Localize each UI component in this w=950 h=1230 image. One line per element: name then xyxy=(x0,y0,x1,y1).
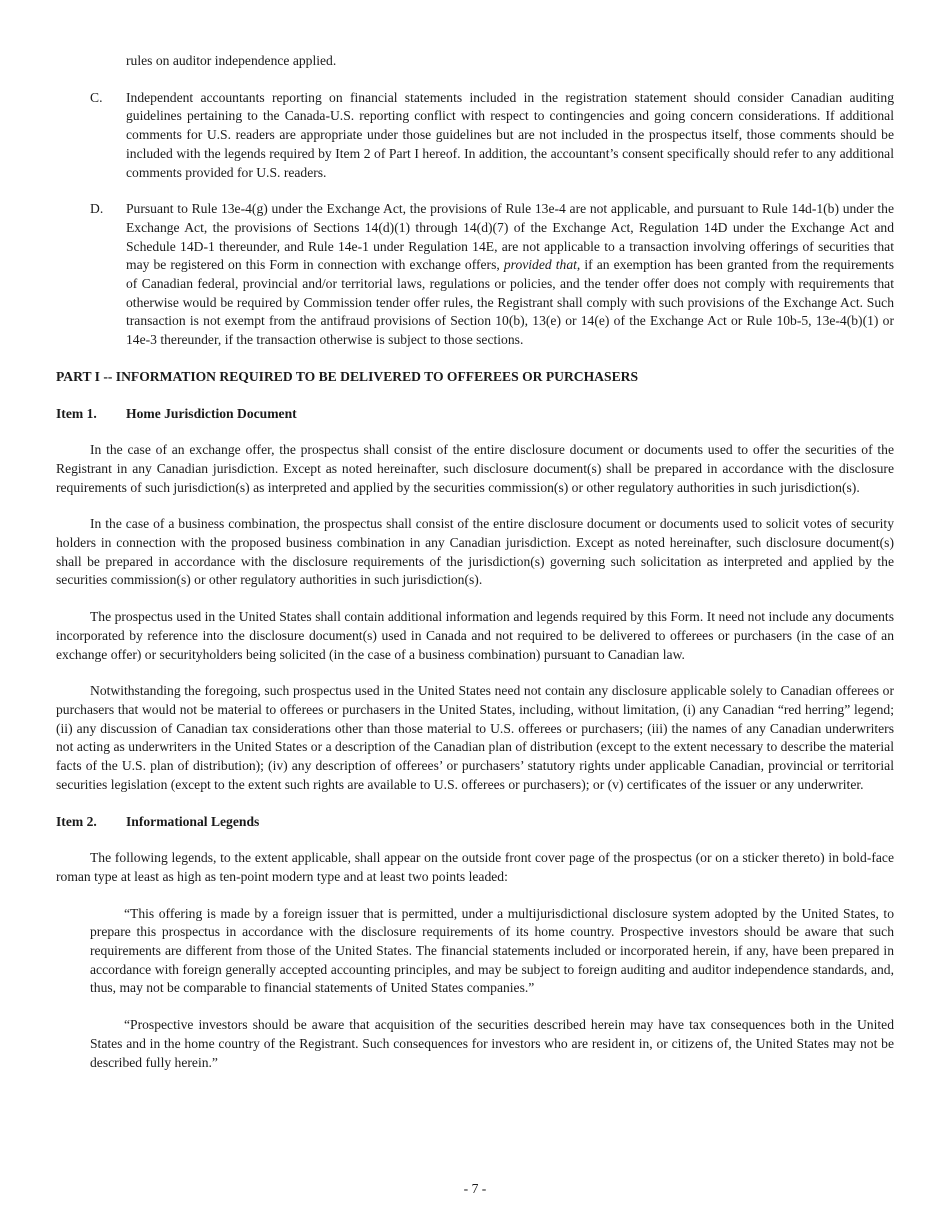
instruction-d-text-before: Pursuant to Rule 13e-4(g) under the Exchange Act, the provisions of Rule 13e-4 are not applicable, and pursuant to Rule 14d-1(b) under the Exchange Act, the provisions of Sections 14(d)(1) through 14(d)(7) of the Exchange Act, Regulation 14D under the Exchange Act and Schedule 14D-1 thereunder, and Rule 14e-1 under Regulation 14E, are not applicable to a transaction involving offerings of securities that may be registered on this Form in connection with exchange offers, xyxy=(126,201,894,273)
item1-paragraph-3: The prospectus used in the United States shall contain additional information and legends required by this Form. It need not include any documents incorporated by reference into the disclosure document(s) used in Canada and not required to be delivered to offerees or purchasers (in the case of an exchange offer) or securityholders being solicited (in the case of a business combination) pursuant to Canadian law. xyxy=(56,609,894,662)
intro-continuation: rules on auditor independence applied. xyxy=(126,53,337,68)
item2-heading xyxy=(56,813,894,832)
instruction-d-provided-that: provided that xyxy=(503,257,577,273)
item2-number: Item 2. xyxy=(56,813,97,829)
item1-number: Item 1. xyxy=(56,405,97,421)
instruction-d-text-after: , if an exemption has been granted from the requirements of Canadian federal, provincial and/or territorial laws, regulations or policies, and the tender offer does not comply with requirements that otherwise would be required by Commission tender offer rules, the Registrant shall comply with such provisions of the Exchange Act. Such transaction is not exempt from the antifraud provisions of Section 10(b), 13(e) or 14(e) of the Exchange Act or Rule 10b-5, 13e-4(b)(1) or 14e-3 thereunder, if the transaction otherwise is subject to those sections. xyxy=(126,257,894,348)
instruction-c-label: C. xyxy=(90,89,103,105)
item1-paragraph-1: In the case of an exchange offer, the prospectus shall consist of the entire disclosure document or documents used to offer the securities of the Registrant in any Canadian jurisdiction. Except as noted hereinafter, such disclosure document(s) shall be prepared in accordance with the disclosure requirements of such jurisdiction(s) as interpreted and applied by the securities commission(s) or other regulatory authorities in such jurisdiction(s). xyxy=(56,442,894,495)
instruction-c-text: Independent accountants reporting on financial statements included in the registration statement should consider Canadian auditing guidelines pertaining to the Canada-U.S. reporting conflict with respect to contingencies and going concern considerations. If additional comments for U.S. readers are appropriate under those guidelines but are not included in the prospectus itself, those comments should be included with the legends required by Item 2 of Part I hereof. In addition, the accountant’s consent specifically should refer to any additional comments provided for U.S. readers. xyxy=(126,89,894,180)
item1-title: Home Jurisdiction Document xyxy=(126,405,297,421)
page-number: - 7 - xyxy=(463,1181,487,1196)
item1-heading xyxy=(56,405,894,424)
legend-1: “This offering is made by a foreign issuer that is permitted, under a multijurisdictional disclosure system adopted by the United States, to prepare this prospectus in accordance with the disclosure requirements of its home country. Prospective investors should be aware that such requirements are different from those of the United States. The financial statements included or incorporated herein, if any, have been prepared in accordance with foreign generally accepted accounting principles, and may be subject to foreign auditing and auditor independence standards, and, thus, may not be comparable to financial statements of United States companies.” xyxy=(90,905,894,996)
item2-intro: The following legends, to the extent applicable, shall appear on the outside front cover page of the prospectus (or on a sticker thereto) in bold-face roman type at least as high as ten-point modern type and at least two points leaded: xyxy=(56,850,894,884)
item1-paragraph-2: In the case of a business combination, the prospectus shall consist of the entire disclosure document or documents used to solicit votes of security holders in connection with the proposed business combination in any Canadian jurisdiction. Except as noted hereinafter, such disclosure document(s) shall be prepared in accordance with the disclosure requirements of the jurisdiction(s) governing such solicitation as interpreted and applied by the securities commission(s) or other regulatory authorities in such jurisdiction(s). xyxy=(56,516,894,588)
item2-title: Informational Legends xyxy=(126,813,260,829)
instruction-d-text xyxy=(126,200,894,350)
item1-paragraph-4: Notwithstanding the foregoing, such prospectus used in the United States need not contain any disclosure applicable solely to Canadian offerees or purchasers that would not be material to offerees or purchasers in the United States, including, without limitation, (i) any Canadian “red herring” legend; (ii) any discussion of Canadian tax considerations other than those material to U.S. offerees or purchasers; (iii) the names of any Canadian underwriters not acting as underwriters in the United States or a description of the Canadian plan of distribution (except to the extent necessary to describe the material facts of the U.S. plan of distribution); (iv) any description of offerees’ or purchasers’ statutory rights under applicable Canadian, provincial or territorial securities legislation (except to the extent such rights are available to U.S. offerees or purchasers); or (v) certificates of the issuer or any underwriter. xyxy=(56,683,894,792)
instruction-d-label: D. xyxy=(90,201,104,217)
part-heading: PART I -- INFORMATION REQUIRED TO BE DELIVERED TO OFFEREES OR PURCHASERS xyxy=(56,368,639,384)
document-page xyxy=(56,52,894,1072)
instruction-d xyxy=(56,200,894,350)
instruction-c xyxy=(56,89,894,183)
legend-2: “Prospective investors should be aware that acquisition of the securities described herein may have tax consequences both in the United States and in the home country of the Registrant. Such consequences for investors who are resident in, or citizens of, the United States may not be described fully herein.” xyxy=(90,1017,894,1070)
